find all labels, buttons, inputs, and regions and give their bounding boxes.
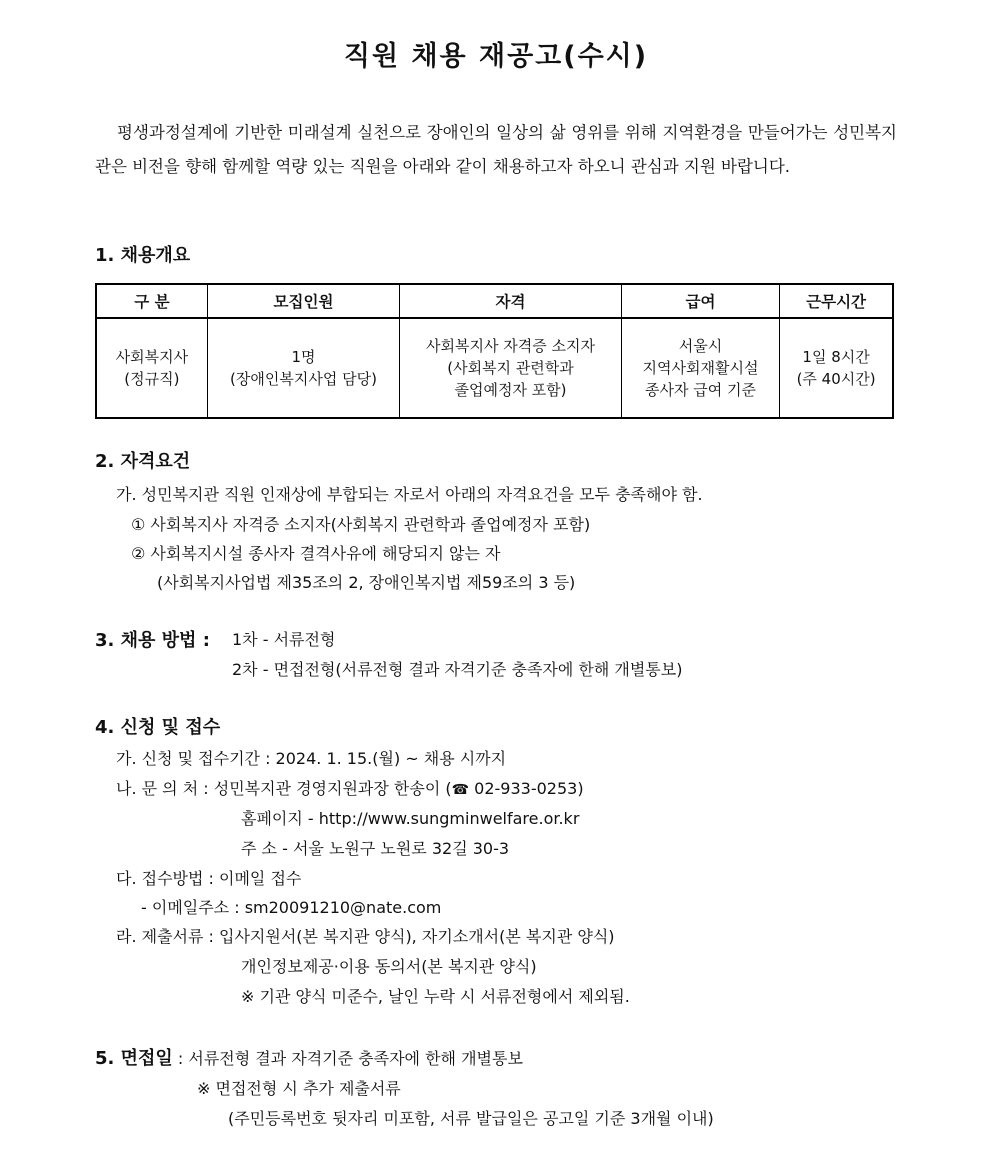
inquiry-contact: 성민복지관 경영지원과장 한송이 ( [213, 779, 452, 798]
inquiry-label: 나. 문 의 처 : [116, 779, 214, 798]
recruitment-table [95, 283, 894, 419]
apply-period: 가. 신청 및 접수기간 : 2024. 1. 15.(월) ~ 채용 시까지 [116, 749, 507, 768]
cell-line: 종사자 급여 기준 [644, 381, 756, 399]
requirement-item-2: ② 사회복지시설 종사자 결격사유에 해당되지 않는 자 [131, 544, 501, 563]
intro-text: 평생과정설계에 기반한 미래설계 실천으로 장애인의 일상의 삶 영위를 위해 지역환경을 만들어가는 성민복지관은 비전을 향해 함께할 역량 있는 직원을 아래와 같이 채용하고자 하오니 관심과 지원 바랍니다. [95, 123, 897, 176]
cell-line: 사회복지사 자격증 소지자 [426, 337, 595, 355]
documents-line: 라. 제출서류 : 입사지원서(본 복지관 양식), 자기소개서(본 복지관 양식) [116, 927, 615, 946]
requirement-item-1: ① 사회복지사 자격증 소지자(사회복지 관련학과 졸업예정자 포함) [131, 515, 591, 534]
header-hours: 근무시간 [780, 284, 893, 318]
cell-qualification [400, 318, 622, 418]
documents-note: ※ 기관 양식 미준수, 날인 누락 시 서류전형에서 제외됨. [241, 987, 630, 1006]
method-step-2: 2차 - 면접전형(서류전형 결과 자격기준 충족자에 한해 개별통보) [232, 660, 683, 679]
section-4-heading: 4. 신청 및 접수 [95, 717, 221, 738]
cell-salary [621, 318, 779, 418]
requirement-item-2-note: (사회복지사업법 제35조의 2, 장애인복지법 제59조의 3 등) [157, 573, 576, 592]
cell-hours [780, 318, 893, 418]
cell-line: 1명 [291, 348, 316, 366]
homepage-line: 홈페이지 - http://www.sungminwelfare.or.kr [241, 809, 580, 828]
inquiry-phone: 02-933-0253) [469, 779, 584, 798]
cell-line: (장애인복지사업 담당) [230, 370, 377, 388]
section-5-heading: 5. 면접일 [95, 1048, 173, 1069]
cell-line: 지역사회재활시설 [642, 359, 759, 377]
requirement-ga: 가. 성민복지관 직원 인재상에 부합되는 자로서 아래의 자격요건을 모두 충족해야 함. [116, 485, 703, 504]
section-2-heading: 2. 자격요건 [95, 451, 191, 472]
table-header-row [96, 284, 893, 318]
cell-line: (사회복지 관련학과 [447, 359, 574, 377]
email-line: - 이메일주소 : sm20091210@nate.com [141, 898, 442, 917]
documents-line-2: 개인정보제공·이용 동의서(본 복지관 양식) [241, 957, 537, 976]
page-title: 직원 채용 재공고(수시) [343, 41, 649, 72]
section-1-heading: 1. 채용개요 [95, 245, 191, 266]
phone-icon: ☎ [451, 782, 470, 798]
cell-line: (주 40시간) [796, 370, 876, 388]
cell-count [207, 318, 399, 418]
submit-method: 다. 접수방법 : 이메일 접수 [116, 869, 302, 888]
table-row [96, 318, 893, 418]
cell-line: 1일 8시간 [802, 348, 870, 366]
interview-note-2: (주민등록번호 뒷자리 미포함, 서류 발급일은 공고일 기준 3개월 이내) [228, 1109, 714, 1128]
cell-line: (정규직) [124, 370, 180, 388]
inquiry-line [116, 776, 584, 799]
cell-line: 졸업예정자 포함) [454, 381, 567, 399]
cell-position [96, 318, 207, 418]
address-line: 주 소 - 서울 노원구 노원로 32길 30-3 [241, 839, 510, 858]
header-qualification: 자격 [400, 284, 622, 318]
intro-paragraph [95, 116, 897, 184]
interview-note: ※ 면접전형 시 추가 제출서류 [197, 1079, 401, 1098]
interview-text: : 서류전형 결과 자격기준 충족자에 한해 개별통보 [172, 1049, 523, 1068]
header-count: 모집인원 [207, 284, 399, 318]
header-category: 구 분 [96, 284, 207, 318]
interview-line [95, 1044, 523, 1070]
section-3-heading: 3. 채용 방법 : [95, 630, 210, 651]
header-salary: 급여 [621, 284, 779, 318]
cell-line: 서울시 [678, 337, 723, 355]
method-step-1: 1차 - 서류전형 [232, 630, 336, 649]
cell-line: 사회복지사 [115, 348, 189, 366]
